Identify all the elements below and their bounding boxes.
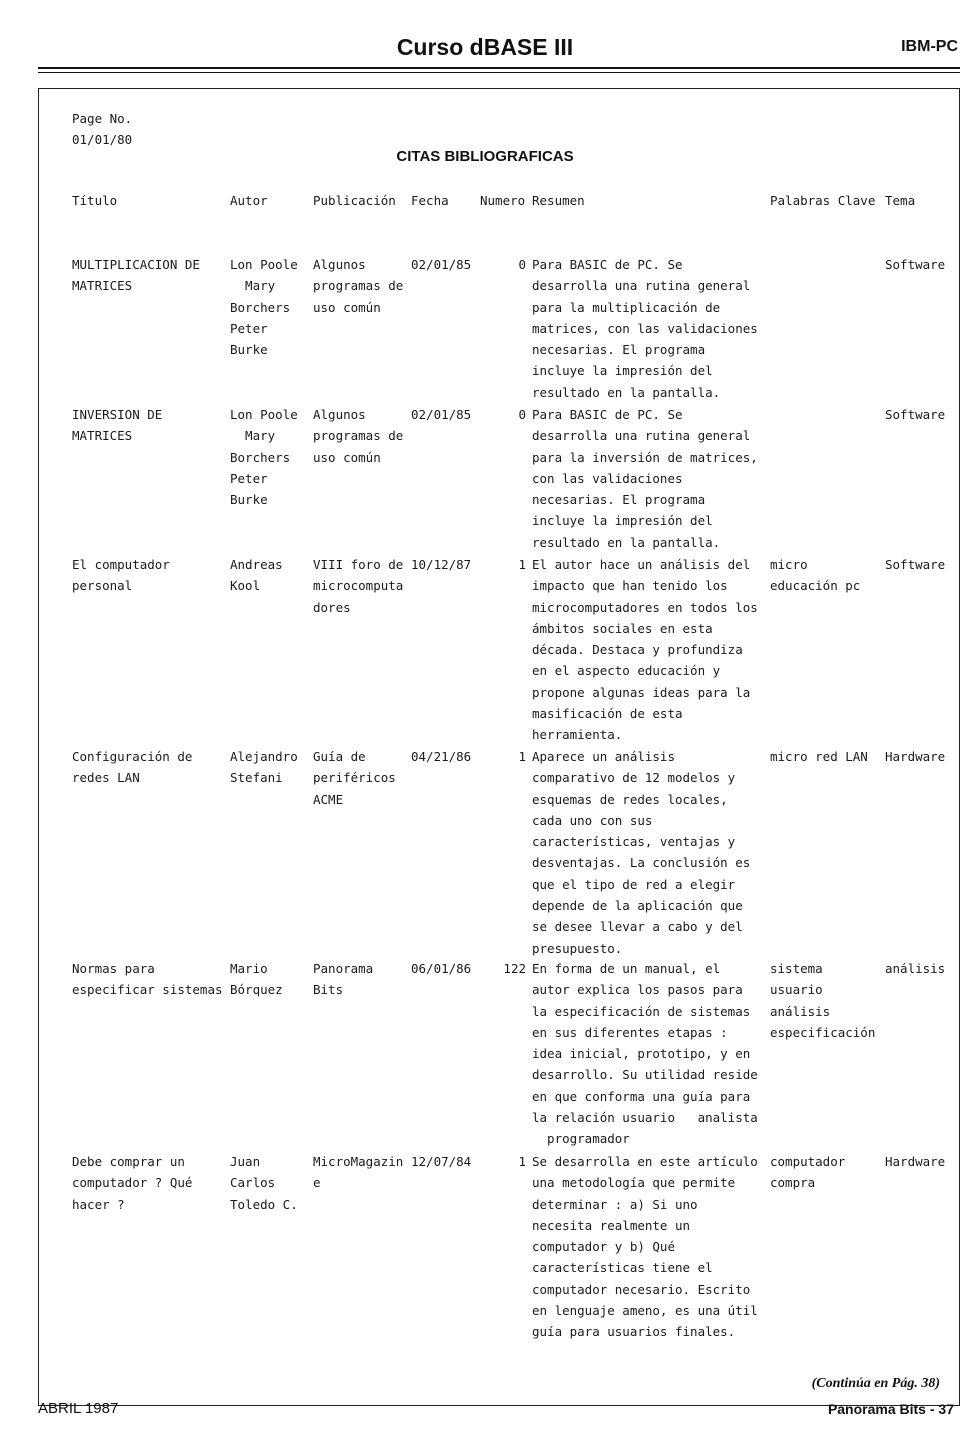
page-label: Page No. <box>72 111 133 126</box>
column-header-tema: Tema <box>885 193 916 208</box>
record-titulo: Normas para especificar sistemas <box>72 961 223 998</box>
record-autor: Lon Poole Mary Borchers Peter Burke <box>230 257 298 358</box>
record-publicacion: MicroMagazin e <box>313 1154 404 1191</box>
record-publicacion: Panorama Bits <box>313 961 374 998</box>
column-header-titulo: Título <box>72 193 118 208</box>
record-autor: Mario Bórquez <box>230 961 283 998</box>
column-header-palabras-clave: Palabras Clave <box>770 193 876 208</box>
record-titulo: Debe comprar un computador ? Qué hacer ? <box>72 1154 193 1212</box>
record-fecha: 06/01/86 <box>411 961 472 976</box>
record-publicacion: Guía de periféricos ACME <box>313 749 396 807</box>
record-tema: Software <box>885 557 946 572</box>
record-tema: Software <box>885 257 946 272</box>
record-palabras-clave: micro educación pc <box>770 557 861 594</box>
header-rule-thin <box>38 72 960 73</box>
record-resumen: Para BASIC de PC. Se desarrolla una rutina general para la inversión de matrices, con las validaciones necesarias. El programa incluye la impresión del resultado en la pantalla. <box>532 407 758 550</box>
record-fecha: 10/12/87 <box>411 557 472 572</box>
record-resumen: Para BASIC de PC. Se desarrolla una rutina general para la multiplicación de matrices, con las validaciones necesarias. El programa incluye la impresión del resultado en la pantalla. <box>532 257 758 400</box>
record-autor: Andreas Kool <box>230 557 283 594</box>
record-resumen: Aparece un análisis comparativo de 12 modelos y esquemas de redes locales, cada uno con sus características, ventajas y desventajas. La conclusión es que el tipo de red a elegir depende de la aplicación que se desee llevar a cabo y del presupuesto. <box>532 749 751 956</box>
magazine-page-number: Panorama Bits - 37 <box>827 1401 954 1417</box>
platform-label: IBM-PC <box>901 38 958 55</box>
column-header-numero: Numero <box>480 193 526 208</box>
page-number-block <box>72 108 132 151</box>
record-resumen: El autor hace un análisis del impacto que han tenido los microcomputadores en todos los ámbitos sociales en esta década. Destaca y profundiza en el aspecto educación y propone algunas ideas para la masificación de esta herramienta. <box>532 557 758 743</box>
record-titulo: MULTIPLICACION DE MATRICES <box>72 257 200 294</box>
record-palabras-clave: sistema usuario análisis especificación <box>770 961 876 1040</box>
page-header <box>0 30 970 70</box>
column-header-resumen: Resumen <box>532 193 585 208</box>
record-numero: 1 <box>518 1154 526 1169</box>
record-numero: 122 <box>503 961 526 976</box>
record-palabras-clave: micro red LAN <box>770 749 868 764</box>
record-publicacion: VIII foro de microcomputa dores <box>313 557 404 615</box>
column-header-fecha: Fecha <box>411 193 449 208</box>
record-fecha: 02/01/85 <box>411 257 472 272</box>
course-title: Curso dBASE III <box>396 34 574 60</box>
record-palabras-clave: computador compra <box>770 1154 846 1191</box>
record-numero: 1 <box>518 557 526 572</box>
record-publicacion: Algunos programas de uso común <box>313 257 404 315</box>
record-autor: Alejandro Stefani <box>230 749 298 786</box>
header-rule <box>38 67 960 69</box>
column-header-autor: Autor <box>230 193 268 208</box>
record-tema: Hardware <box>885 1154 946 1169</box>
record-fecha: 04/21/86 <box>411 749 472 764</box>
record-resumen: Se desarrolla en este artículo una metodología que permite determinar : a) Si uno necesita realmente un computador y b) Qué características tiene el computador necesario. Escrito en lenguaje ameno, es una útil guía para usuarios finales. <box>532 1154 758 1340</box>
continuation-note: (Continúa en Pág. 38) <box>811 1376 940 1391</box>
record-tema: análisis <box>885 961 946 976</box>
record-tema: Hardware <box>885 749 946 764</box>
record-titulo: El computador personal <box>72 557 170 594</box>
column-header-publicacion: Publicación <box>313 193 396 208</box>
record-titulo: INVERSION DE MATRICES <box>72 407 163 444</box>
record-numero: 0 <box>518 407 526 422</box>
listing-title: CITAS BIBLIOGRAFICAS <box>396 148 574 165</box>
listing-date: 01/01/80 <box>72 132 133 148</box>
record-autor: Juan Carlos Toledo C. <box>230 1154 298 1212</box>
record-autor: Lon Poole Mary Borchers Peter Burke <box>230 407 298 508</box>
record-resumen: En forma de un manual, el autor explica los pasos para la especificación de sistemas en sus diferentes etapas : idea inicial, prototipo, y en desarrollo. Su utilidad reside en que conforma una guía para la relación usuario analista programador <box>532 961 758 1147</box>
record-titulo: Configuración de redes LAN <box>72 749 193 786</box>
record-numero: 0 <box>518 257 526 272</box>
issue-date: ABRIL 1987 <box>38 1400 119 1417</box>
record-publicacion: Algunos programas de uso común <box>313 407 404 465</box>
record-fecha: 02/01/85 <box>411 407 472 422</box>
record-fecha: 12/07/84 <box>411 1154 472 1169</box>
record-tema: Software <box>885 407 946 422</box>
record-numero: 1 <box>518 749 526 764</box>
